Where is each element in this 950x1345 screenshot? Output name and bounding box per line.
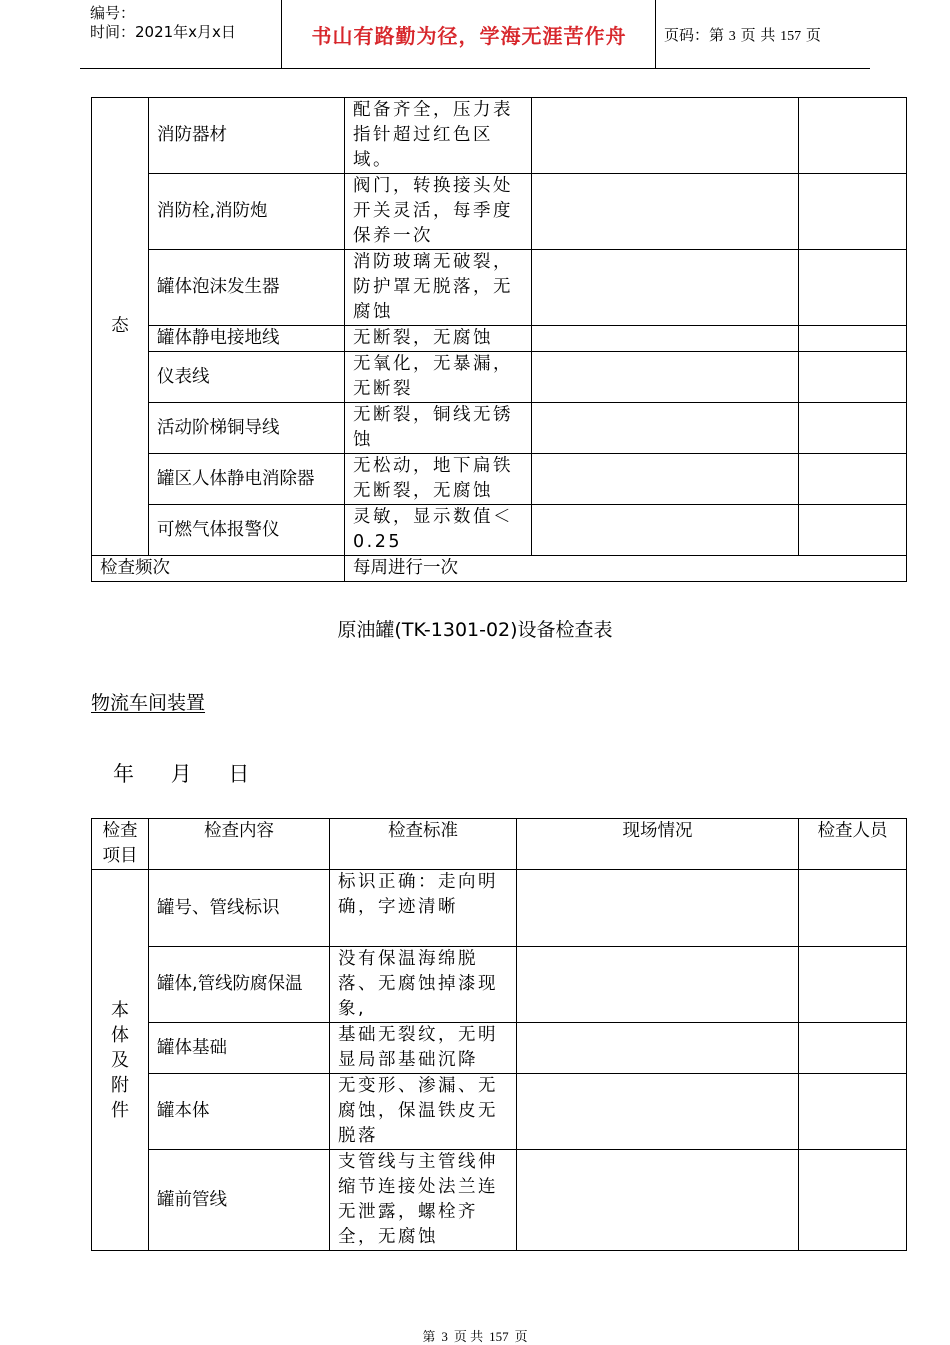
inspector-cell[interactable] [799, 352, 907, 403]
standard-cell: 无氧化，无暴漏，无断裂 [345, 352, 532, 403]
footer-suffix: 页 [514, 1329, 528, 1344]
inspector-cell[interactable] [799, 505, 907, 556]
table-row [92, 250, 907, 326]
standard-cell: 无断裂，铜线无锈蚀 [345, 403, 532, 454]
header-situation: 现场情况 [517, 819, 799, 870]
item-cell: 仪表线 [149, 352, 345, 403]
header-standard: 检查标准 [330, 819, 517, 870]
situation-cell[interactable] [517, 870, 799, 947]
page-mid: 页 共 [740, 26, 776, 44]
item-cell: 消防栓,消防炮 [149, 174, 345, 250]
date-line [113, 758, 279, 788]
header-divider [655, 0, 656, 68]
standard-cell: 无断裂，无腐蚀 [345, 326, 532, 352]
inspector-cell[interactable] [799, 1023, 907, 1074]
table-row [92, 505, 907, 556]
header-page-info [664, 24, 821, 45]
inspector-cell[interactable] [799, 403, 907, 454]
inspector-cell[interactable] [799, 98, 907, 174]
standard-cell: 支管线与主管线伸缩节连接处法兰连无泄露，螺栓齐全，无腐蚀 [330, 1150, 517, 1251]
situation-cell[interactable] [532, 505, 799, 556]
item-cell: 可燃气体报警仪 [149, 505, 345, 556]
situation-cell[interactable] [532, 250, 799, 326]
inspector-cell[interactable] [799, 947, 907, 1023]
situation-cell[interactable] [517, 1023, 799, 1074]
standard-cell: 消防玻璃无破裂，防护罩无脱落，无腐蚀 [345, 250, 532, 326]
number-label: 编号： [90, 4, 136, 22]
item-cell: 罐本体 [149, 1074, 330, 1150]
group-char: 体 [111, 1024, 129, 1046]
standard-cell: 标识正确：走向明确，字迹清晰 [330, 870, 517, 947]
table-header-row [92, 819, 907, 870]
inspector-cell[interactable] [799, 454, 907, 505]
table-row [92, 403, 907, 454]
table-row [92, 870, 907, 947]
page-prefix: 页码：第 [664, 26, 725, 44]
table-row [92, 352, 907, 403]
inspector-cell[interactable] [799, 326, 907, 352]
situation-cell[interactable] [532, 352, 799, 403]
inspection-table [91, 818, 907, 1251]
department-label: 物流车间装置 [91, 692, 206, 714]
footer-mid: 页 共 [453, 1329, 484, 1344]
page-suffix: 页 [805, 26, 821, 44]
footer-prefix: 第 [422, 1329, 436, 1344]
group-char: 本 [111, 999, 129, 1021]
standard-cell: 配备齐全，压力表指针超过红色区域。 [345, 98, 532, 174]
situation-cell[interactable] [517, 1150, 799, 1251]
time-label: 时间：2021年x月x日 [90, 23, 236, 41]
table-row [92, 98, 907, 174]
item-cell: 罐号、管线标识 [149, 870, 330, 947]
standard-cell: 无变形、渗漏、无腐蚀，保温铁皮无脱落 [330, 1074, 517, 1150]
table-row [92, 556, 907, 582]
inspector-cell[interactable] [799, 1074, 907, 1150]
situation-cell[interactable] [532, 454, 799, 505]
date-month: 月 [170, 762, 192, 786]
date-day: 日 [228, 762, 250, 786]
page-footer [0, 1326, 950, 1345]
table-row [92, 1023, 907, 1074]
header-meta [90, 4, 236, 42]
date-year: 年 [113, 762, 134, 786]
header-item: 检查项目 [92, 819, 149, 870]
header-content: 检查内容 [149, 819, 330, 870]
inspector-cell[interactable] [799, 870, 907, 947]
inspector-cell[interactable] [799, 174, 907, 250]
situation-cell[interactable] [532, 174, 799, 250]
frequency-label: 检查频次 [92, 556, 345, 582]
situation-cell[interactable] [517, 1074, 799, 1150]
page-title: 原油罐(TK-1301-02)设备检查表 [337, 619, 613, 641]
table-row [92, 174, 907, 250]
item-cell: 罐体,管线防腐保温 [149, 947, 330, 1023]
table-row [92, 326, 907, 352]
table-row [92, 947, 907, 1023]
item-cell: 活动阶梯铜导线 [149, 403, 345, 454]
table-row [92, 1074, 907, 1150]
footer-total: 157 [489, 1329, 509, 1344]
standard-cell: 阀门，转换接头处开关灵活，每季度保养一次 [345, 174, 532, 250]
frequency-value: 每周进行一次 [345, 556, 907, 582]
group-char: 件 [111, 1099, 129, 1121]
standard-cell: 没有保温海绵脱落、无腐蚀掉漆现象, [330, 947, 517, 1023]
item-cell: 罐区人体静电消除器 [149, 454, 345, 505]
standard-cell: 无松动，地下扁铁无断裂，无腐蚀 [345, 454, 532, 505]
group-label [92, 870, 149, 1251]
inspector-cell[interactable] [799, 1150, 907, 1251]
item-cell: 罐体静电接地线 [149, 326, 345, 352]
situation-cell[interactable] [532, 98, 799, 174]
group-label: 态 [92, 98, 149, 556]
item-cell: 消防器材 [149, 98, 345, 174]
standard-cell: 基础无裂纹，无明显局部基础沉降 [330, 1023, 517, 1074]
situation-cell[interactable] [532, 403, 799, 454]
standard-cell: 灵敏，显示数值＜0.25 [345, 505, 532, 556]
group-char: 及 [111, 1049, 129, 1071]
group-char: 附 [111, 1074, 129, 1096]
inspector-cell[interactable] [799, 250, 907, 326]
page-header [80, 0, 870, 69]
situation-cell[interactable] [532, 326, 799, 352]
inspection-table-continued [91, 97, 907, 582]
page-number: 3 [728, 29, 736, 44]
table-row [92, 454, 907, 505]
page-total: 157 [780, 29, 802, 44]
situation-cell[interactable] [517, 947, 799, 1023]
header-motto: 书山有路勤为径，学海无涯苦作舟 [311, 23, 627, 48]
table-row [92, 1150, 907, 1251]
footer-page: 3 [441, 1329, 448, 1344]
item-cell: 罐体基础 [149, 1023, 330, 1074]
item-cell: 罐前管线 [149, 1150, 330, 1251]
item-cell: 罐体泡沫发生器 [149, 250, 345, 326]
header-inspector: 检查人员 [799, 819, 907, 870]
